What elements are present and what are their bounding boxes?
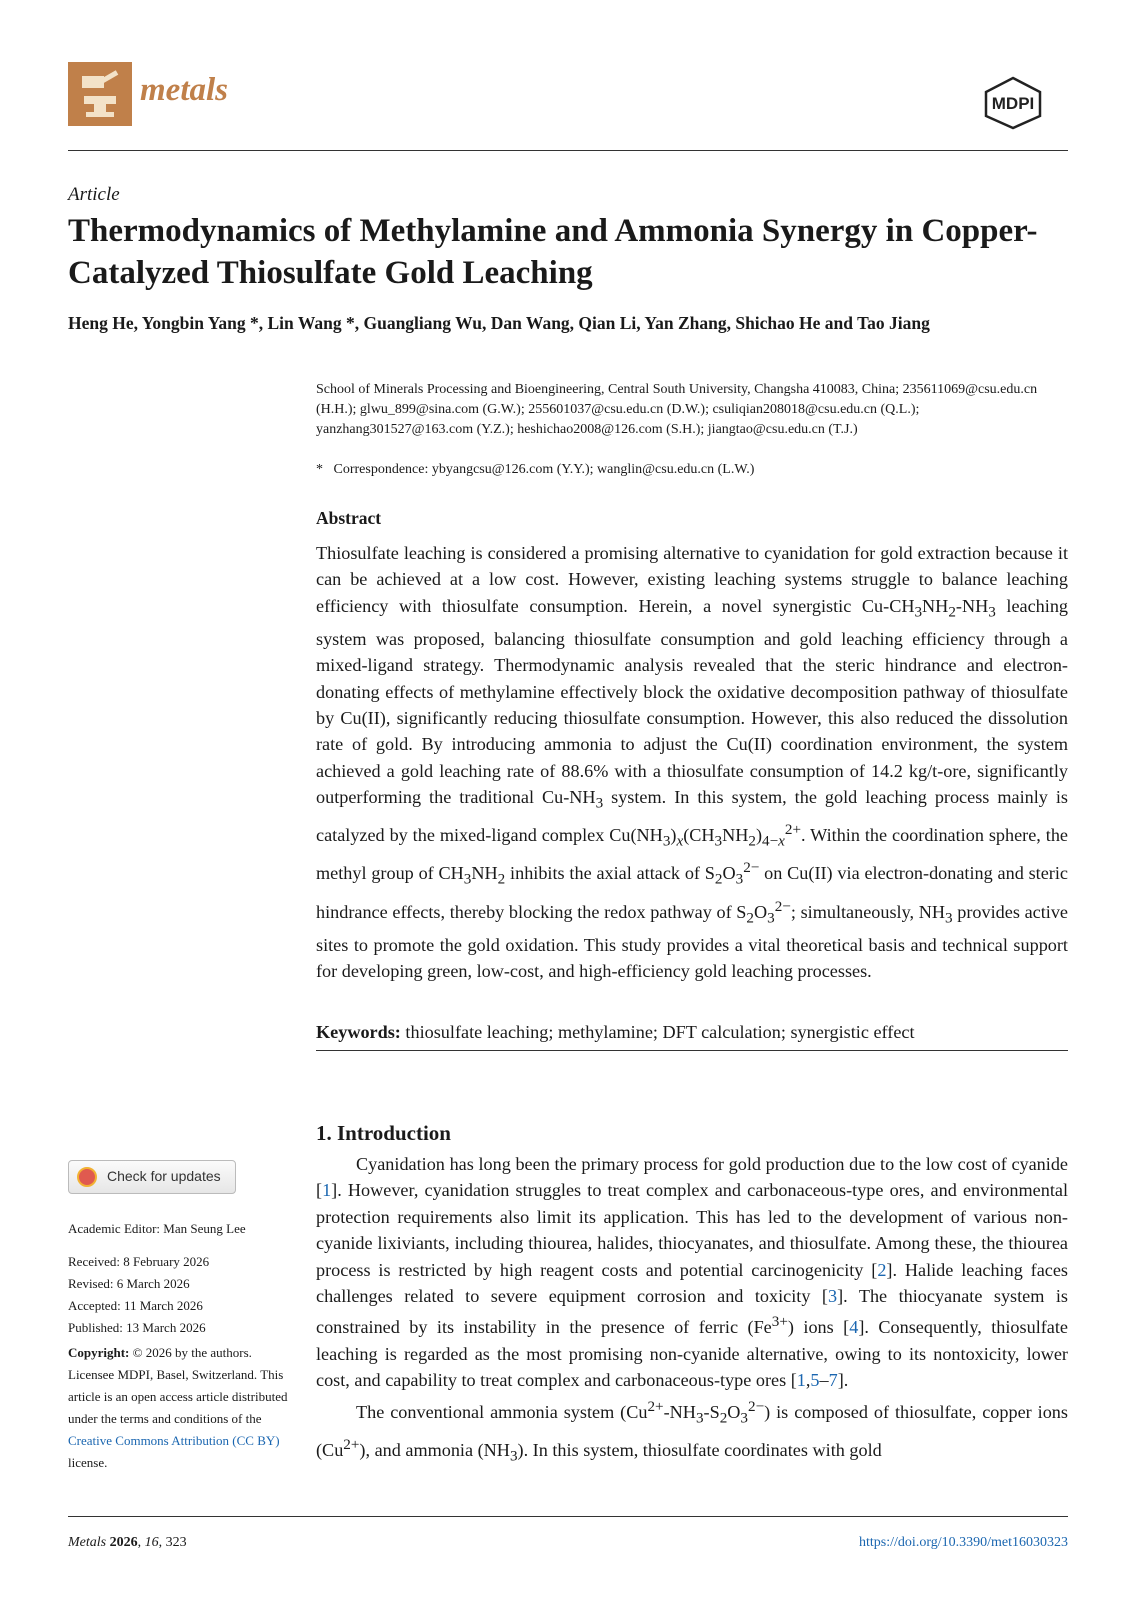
correspondence [316, 462, 754, 478]
keywords [316, 1022, 1068, 1043]
footer-volume: 16 [144, 1535, 159, 1550]
academic-editor: Academic Editor: Man Seung Lee [68, 1221, 246, 1236]
received-date: Received: 8 February 2026 [68, 1254, 210, 1269]
keywords-text: thiosulfate leaching; methylamine; DFT calculation; synergistic effect [405, 1022, 915, 1042]
affiliation: School of Minerals Processing and Bioengineering, Central South University, Changsha 410083, China; 235611069@csu.edu.cn (H.H.); glwu_899@sina.com (G.W.); 255601037@csu.edu.cn (D.W.); csuliqian208018@csu.edu.cn (Q.L.); yanzhang301527@163.com (Y.Z.); heshichao2008@126.com (S.H.); jiangtao@csu.edu.cn (T.J.) [316, 382, 1038, 437]
check-updates-icon [77, 1167, 97, 1187]
abstract-rule [316, 1050, 1068, 1051]
footer-journal: Metals [68, 1535, 107, 1550]
footer-year: 2026 [109, 1535, 138, 1550]
copyright-label: Copyright: [68, 1345, 130, 1360]
copyright-text: © 2026 by the authors. Licensee MDPI, Basel, Switzerland. This article is an open access article distributed under the terms and conditions of the [68, 1345, 288, 1426]
mdpi-logo [982, 76, 1044, 135]
footer-article-number: 323 [165, 1535, 187, 1550]
section-heading: 1. Introduction [316, 1121, 451, 1145]
journal-logo [68, 62, 132, 126]
check-for-updates-button[interactable] [68, 1160, 236, 1194]
abstract-body: Thiosulfate leaching is considered a promising alternative to cyanidation for gold extraction because it can be achieved at a low cost. However, existing leaching systems struggle to balance leaching efficiency with thiosulfate consumption. Herein, a novel synergistic $Cu-CH_3NH_2-NH_3$ leaching system was proposed, balancing thiosulfate consumption and gold leaching efficiency through a mixed-ligand strategy. Thermodynamic analysis revealed that the steric hindrance and electron-donating effects of methylamine effectively block the oxidative decomposition pathway of thiosulfate by Cu(II), significantly reducing thiosulfate consumption. However, this also reduced the dissolution rate of gold. By introducing ammonia to adjust the Cu(II) coordination environment, the system achieved a gold leaching rate of 88.6% with a thiosulfate consumption of 14.2 kg/t-ore, significantly outperforming the traditional $Cu-NH_3$ system. In this system, the gold leaching process mainly is catalyzed by the mixed-ligand complex $Cu(NH_3)_x(CH_3NH_2)_{4-x}^{2+}$. Within the coordination sphere, the methyl group of $CH_3NH_2$ inhibits the axial attack of $S_2O_3^{2-}$ on Cu(II) via electron-donating and steric hindrance effects, thereby blocking the redox pathway of $S_2O_3^{2-}$; simultaneously, $NH_3$ provides active sites to promote the gold oxidation. This study provides a vital theoretical basis and technical support for developing green, low-cost, and high-efficiency gold leaching processes. [316, 543, 1069, 982]
footer-rule [68, 1516, 1068, 1517]
citation-link[interactable]: 1 [796, 1370, 806, 1391]
article-title: Thermodynamics of Methylamine and Ammonia Synergy in Copper-Catalyzed Thiosulfate Gold Leaching [68, 213, 1038, 291]
accepted-date: Accepted: 11 March 2026 [68, 1298, 203, 1313]
revised-date: Revised: 6 March 2026 [68, 1276, 190, 1291]
citation-link[interactable]: 3 [827, 1286, 838, 1307]
keywords-label: Keywords: [316, 1022, 401, 1042]
citation-link[interactable]: 4 [849, 1317, 859, 1338]
citation-link[interactable]: 1 [322, 1180, 332, 1201]
citation-footer: Metals 2026, 16, 323 [68, 1535, 187, 1550]
svg-text:MDPI: MDPI [991, 94, 1035, 113]
check-updates-label: Check for updates [107, 1168, 221, 1184]
header-rule [68, 150, 1068, 151]
citation-link[interactable]: 2 [877, 1259, 887, 1280]
journal-name: metals [140, 72, 228, 108]
correspondence-marker: * [316, 462, 323, 477]
copyright-notice [68, 1342, 288, 1474]
article-type: Article [68, 184, 120, 205]
correspondence-text: Correspondence: ybyangcsu@126.com (Y.Y.); wanglin@csu.edu.cn (L.W.) [333, 462, 755, 477]
doi-link[interactable]: https://doi.org/10.3390/met16030323 [859, 1535, 1068, 1550]
abstract-heading: Abstract [316, 508, 382, 528]
citation-link[interactable]: 7 [828, 1370, 838, 1391]
author-list: Heng He, Yongbin Yang *, Lin Wang *, Guangliang Wu, Dan Wang, Qian Li, Yan Zhang, Shichao He and Tao Jiang [68, 313, 930, 333]
published-date: Published: 13 March 2026 [68, 1320, 206, 1335]
citation-link[interactable]: 5 [810, 1370, 820, 1391]
intro-body: Cyanidation has long been the primary process for gold production due to the low cost of cyanide [1]. However, cyanidation struggles to treat complex and carbonaceous-type ores, and environmental protection requirements also limit its application. This has led to the development of various non-cyanide lixiviants, including thiourea, halides, thiocyanates, and thiosulfate. Among these, the thiourea process is restricted by high reagent costs and potential carcinogenicity [2]. Halide leaching faces challenges related to severe equipment corrosion and toxicity [3]. The thiocyanate system is constrained by its instability in the presence of ferric $(Fe^{3+})$ ions [4]. Consequently, thiosulfate leaching is regarded as the most promising non-cyanide alternative, owing to its nontoxicity, lower cost, and capability to treat complex and carbonaceous-type ores [1,5–7]. The conventional ammonia system $(Cu^{2+}-NH_3-S_2O_3^{2-})$ is composed of thiosulfate, copper ions $(Cu^{2+})$, and ammonia $(NH_3)$. In this system, thiosulfate coordinates with gold [316, 1154, 1069, 1465]
license-link[interactable]: Creative Commons Attribution (CC BY) [68, 1433, 280, 1448]
license-tail: license. [68, 1455, 108, 1470]
